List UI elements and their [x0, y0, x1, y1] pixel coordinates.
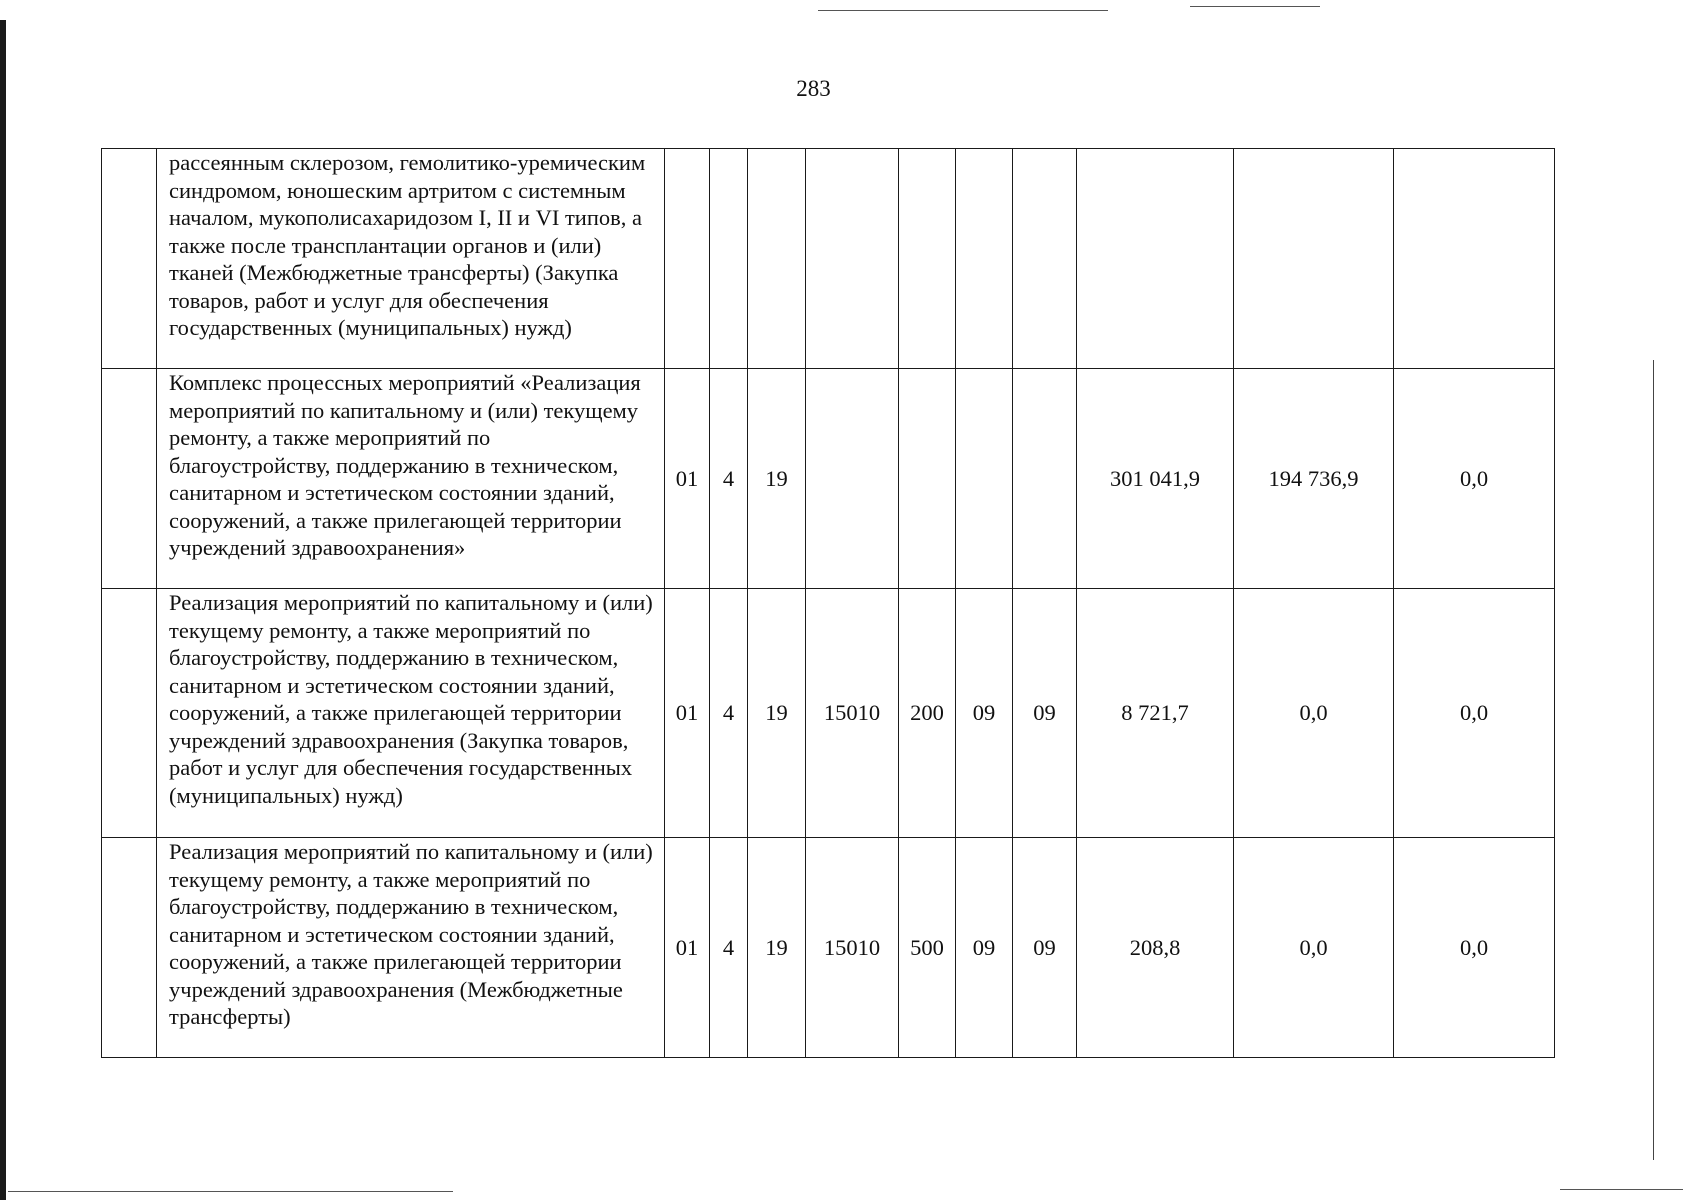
scan-line-top-right — [1190, 6, 1320, 7]
amount-cell: 194 736,9 — [1234, 369, 1394, 589]
amount-cell — [1077, 149, 1234, 369]
amount-cell: 0,0 — [1234, 589, 1394, 838]
row-index-cell — [102, 369, 157, 589]
table-row — [102, 149, 1555, 369]
code-cell: 19 — [748, 589, 806, 838]
table-row — [102, 589, 1555, 838]
amount-cell — [1234, 149, 1394, 369]
scan-line-top — [818, 10, 1108, 11]
page-number: 283 — [796, 76, 831, 101]
code-cell: 15010 — [806, 838, 899, 1058]
amount-cell: 8 721,7 — [1077, 589, 1234, 838]
row-index-cell — [102, 149, 157, 369]
amount-cell: 0,0 — [1234, 838, 1394, 1058]
amount-cell: 0,0 — [1394, 369, 1555, 589]
scan-line-right — [1653, 360, 1654, 1160]
code-cell — [956, 149, 1013, 369]
code-cell: 500 — [899, 838, 956, 1058]
code-cell — [1013, 149, 1077, 369]
code-cell — [806, 369, 899, 589]
amount-cell: 0,0 — [1394, 838, 1555, 1058]
code-cell — [899, 149, 956, 369]
row-description: рассеянным склерозом, гемолитико-уремическим синдромом, юношеским артритом с системным началом, мукополисахаридозом I, II и VI типов, а также после трансплантации органов и (или) тканей (Межбюджетные трансферты) (Закупка товаров, работ и услуг для обеспечения государственных (муниципальных) нужд) — [157, 149, 665, 369]
code-cell — [748, 149, 806, 369]
code-cell: 15010 — [806, 589, 899, 838]
amount-cell: 301 041,9 — [1077, 369, 1234, 589]
scan-line-bottom — [8, 1191, 453, 1192]
scan-line-bottom-right — [1560, 1189, 1683, 1190]
code-cell — [1013, 369, 1077, 589]
code-cell: 01 — [665, 589, 710, 838]
code-cell: 4 — [710, 589, 748, 838]
code-cell — [806, 149, 899, 369]
budget-table — [101, 148, 1555, 1058]
code-cell: 09 — [1013, 589, 1077, 838]
amount-cell — [1394, 149, 1555, 369]
row-description: Реализация мероприятий по капитальному и (или) текущему ремонту, а также мероприятий по благоустройству, поддержанию в техническом, санитарном и эстетическом состоянии зданий, сооружений, а также прилегающей территории учреждений здравоохранения (Закупка товаров, работ и услуг для обеспечения государственных (муниципальных) нужд) — [157, 589, 665, 838]
amount-cell: 208,8 — [1077, 838, 1234, 1058]
table-row — [102, 369, 1555, 589]
code-cell: 19 — [748, 369, 806, 589]
row-description: Реализация мероприятий по капитальному и (или) текущему ремонту, а также мероприятий по благоустройству, поддержанию в техническом, санитарном и эстетическом состоянии зданий, сооружений, а также прилегающей территории учреждений здравоохранения (Межбюджетные трансферты) — [157, 838, 665, 1058]
code-cell: 19 — [748, 838, 806, 1058]
amount-cell: 0,0 — [1394, 589, 1555, 838]
code-cell — [956, 369, 1013, 589]
code-cell: 01 — [665, 838, 710, 1058]
code-cell — [899, 369, 956, 589]
code-cell: 09 — [1013, 838, 1077, 1058]
scan-border-left — [0, 20, 6, 1200]
row-index-cell — [102, 589, 157, 838]
code-cell: 09 — [956, 589, 1013, 838]
row-index-cell — [102, 838, 157, 1058]
table-row — [102, 838, 1555, 1058]
code-cell: 09 — [956, 838, 1013, 1058]
code-cell: 4 — [710, 838, 748, 1058]
code-cell — [710, 149, 748, 369]
code-cell: 01 — [665, 369, 710, 589]
code-cell: 4 — [710, 369, 748, 589]
row-description: Комплекс процессных мероприятий «Реализация мероприятий по капитальному и (или) текущему ремонту, а также мероприятий по благоустройству, поддержанию в техническом, санитарном и эстетическом состоянии зданий, сооружений, а также прилегающей территории учреждений здравоохранения» — [157, 369, 665, 589]
code-cell — [665, 149, 710, 369]
code-cell: 200 — [899, 589, 956, 838]
